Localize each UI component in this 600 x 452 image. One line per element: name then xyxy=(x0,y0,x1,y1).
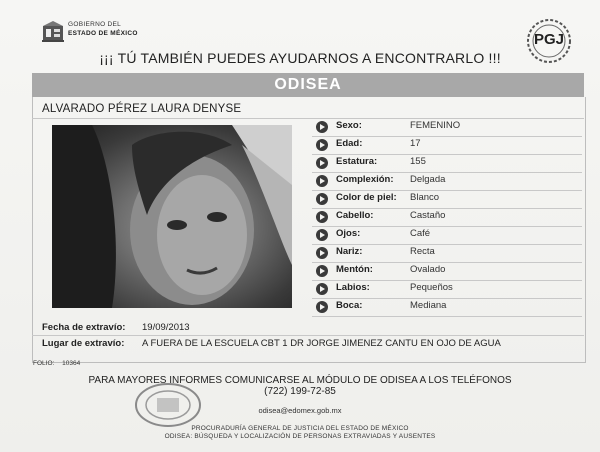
field-row-cabello xyxy=(312,208,582,227)
government-name xyxy=(68,20,138,38)
field-row-boca xyxy=(312,298,582,317)
contact-info xyxy=(0,375,600,397)
field-value: Ovalado xyxy=(410,264,446,275)
headline: ¡¡¡ TÚ TAMBIÉN PUEDES AYUDARNOS A ENCONTRARLO !!! xyxy=(99,50,501,66)
lugar-value: A FUERA DE LA ESCUELA CBT 1 DR JORGE JIMENEZ CANTU EN OJO DE AGUA xyxy=(142,338,501,349)
fecha-label: Fecha de extravío: xyxy=(42,322,126,333)
field-row-ojos xyxy=(312,226,582,245)
fecha-value: 19/09/2013 xyxy=(142,322,190,333)
contact-email: odisea@edomex.gob.mx xyxy=(258,406,342,415)
contact-phone: (722) 199-72-85 xyxy=(264,386,336,397)
field-value: Castaño xyxy=(410,210,446,221)
field-label: Edad: xyxy=(336,138,363,149)
field-label: Labios: xyxy=(336,282,370,293)
odisea-banner: ODISEA xyxy=(32,73,584,97)
arrow-bullet-icon xyxy=(316,265,328,277)
arrow-bullet-icon xyxy=(316,247,328,259)
field-row-nariz xyxy=(312,244,582,263)
field-label: Complexión: xyxy=(336,174,394,185)
field-value: Recta xyxy=(410,246,435,257)
field-row-estatura xyxy=(312,154,582,173)
person-name: ALVARADO PÉREZ LAURA DENYSE xyxy=(42,103,242,115)
footer-line-2: ODISEA: BÚSQUEDA Y LOCALIZACIÓN DE PERSONAS EXTRAVIADAS Y AUSENTES xyxy=(164,433,436,440)
field-label: Boca: xyxy=(336,300,363,311)
field-row-complexion xyxy=(312,172,582,191)
state-coat-of-arms-icon xyxy=(40,20,66,44)
folio xyxy=(33,360,80,367)
arrow-bullet-icon xyxy=(316,193,328,205)
arrow-bullet-icon xyxy=(316,229,328,241)
arrow-bullet-icon xyxy=(316,211,328,223)
field-label: Estatura: xyxy=(336,156,378,167)
folio-label: FOLIO: xyxy=(33,360,55,367)
field-label: Cabello: xyxy=(336,210,374,221)
arrow-bullet-icon xyxy=(316,121,328,133)
field-row-labios xyxy=(312,280,582,299)
gov-line-2: ESTADO DE MÉXICO xyxy=(68,30,138,37)
gov-line-1: GOBIERNO DEL xyxy=(68,21,122,28)
field-value: Pequeños xyxy=(410,282,453,293)
field-value: 17 xyxy=(410,138,421,149)
field-value: Café xyxy=(410,228,431,239)
field-row-menton xyxy=(312,262,582,281)
field-label: Mentón: xyxy=(336,264,373,275)
lugar-label: Lugar de extravío: xyxy=(42,338,125,349)
field-value: 155 xyxy=(410,156,426,167)
field-row-sexo xyxy=(312,118,582,137)
pgj-logo-text: PGJ xyxy=(533,31,564,48)
arrow-bullet-icon xyxy=(316,301,328,313)
field-value: Mediana xyxy=(410,300,447,311)
footer-line-1: PROCURADURÍA GENERAL DE JUSTICIA DEL ESTADO DE MÉXICO xyxy=(191,425,409,432)
contact-text: PARA MAYORES INFORMES COMUNICARSE AL MÓDULO DE ODISEA A LOS TELÉFONOS xyxy=(88,375,512,386)
field-label: Color de piel: xyxy=(336,192,397,203)
divider xyxy=(32,335,584,336)
field-value: Blanco xyxy=(410,192,440,203)
field-label: Nariz: xyxy=(336,246,363,257)
field-label: Ojos: xyxy=(336,228,361,239)
field-value: FEMENINO xyxy=(410,120,461,131)
person-photo xyxy=(52,125,292,308)
field-row-color-de-piel xyxy=(312,190,582,209)
folio-number: 10364 xyxy=(62,360,81,367)
field-label: Sexo: xyxy=(336,120,362,131)
field-row-edad xyxy=(312,136,582,155)
arrow-bullet-icon xyxy=(316,283,328,295)
arrow-bullet-icon xyxy=(316,157,328,169)
field-value: Delgada xyxy=(410,174,446,185)
arrow-bullet-icon xyxy=(316,175,328,187)
arrow-bullet-icon xyxy=(316,139,328,151)
footer xyxy=(0,425,600,441)
